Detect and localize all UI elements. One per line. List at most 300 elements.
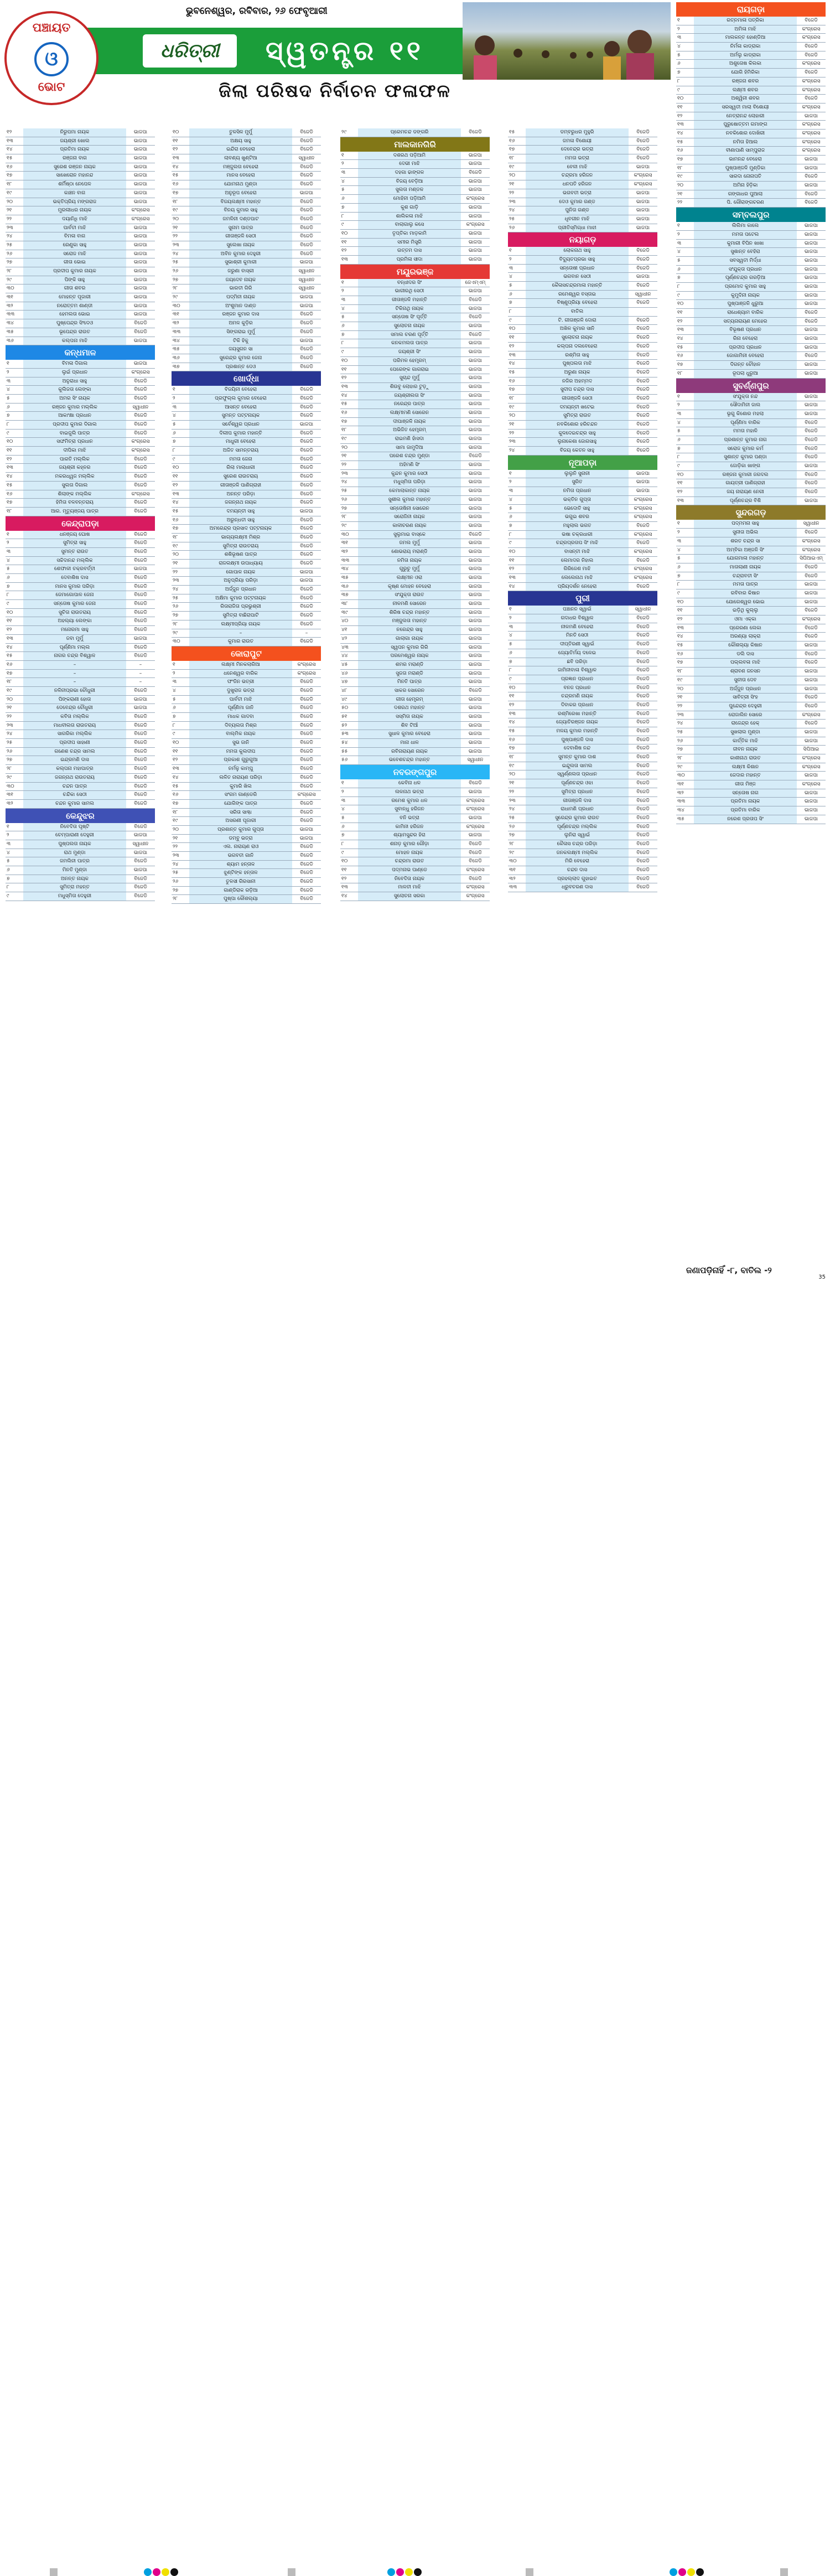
result-row [6, 430, 155, 438]
seat-number: ୬ [7, 404, 10, 410]
seat-number: ୫ [341, 314, 345, 320]
result-row [340, 797, 490, 806]
result-row [508, 805, 657, 814]
party-name: ବିଜେଡି [636, 557, 650, 563]
winner-name: ଗୀତାଞ୍ଜଳି ଦାସ [526, 797, 629, 805]
seat-number: ୭ [341, 832, 345, 839]
result-row [6, 791, 155, 800]
seat-number: ୨୫ [173, 595, 179, 601]
winner-name: ଅର୍ଜ୍ଜୁନ ପ୍ରଧାନ [694, 685, 797, 694]
winner-name: ମୋହନ୍ତ ପୂଜାରୀ [23, 293, 126, 302]
party-name: ଭାଜପା [804, 463, 818, 469]
seat-number: ୧୫ [7, 482, 13, 488]
seat-number: ୩ [341, 798, 346, 804]
result-row [340, 418, 490, 427]
result-row [340, 247, 490, 256]
result-row [6, 224, 155, 233]
seat-number: ୧୭ [509, 387, 515, 393]
print-registration-strip [0, 1283, 830, 1295]
seat-number: ୫୩ [341, 731, 349, 737]
winner-name: ଅଶ୍ୱିନୀ ଶବର [694, 95, 797, 103]
winner-name: ଗୀତାଞ୍ଜଳି ପାଣିଗ୍ରାହୀ [189, 482, 292, 490]
party-name: ବିଜେଡି [805, 625, 818, 631]
winner-name: ସଂଯୁକ୍ତା ରାଉତ [358, 591, 461, 599]
party-name: ବିଜେଡି [636, 369, 650, 375]
seat-number: ୭ [341, 204, 345, 210]
seat-number: ୨୭ [7, 260, 12, 266]
party-name: ଭାଜପା [804, 157, 818, 162]
winner-name: ମାନା ଧାଳ [358, 739, 461, 747]
winner-name: ଶରତ ଚନ୍ଦ୍ର ସା [694, 537, 797, 546]
seat-number: ୩ [677, 35, 682, 41]
result-row [508, 215, 657, 224]
result-row [340, 213, 490, 221]
seat-number: ୧୦ [509, 685, 516, 691]
result-row [6, 557, 155, 566]
seat-number: ୧୭ [173, 800, 179, 806]
seat-number: ୨୨ [7, 216, 12, 222]
result-row [340, 409, 490, 418]
winner-name: ଅଶୁତୋଷ କିଲକା [694, 60, 797, 68]
result-row [6, 565, 155, 574]
winner-name: ମାନସ ବେହେରା [189, 172, 292, 180]
result-row [6, 713, 155, 722]
winner-name: ରଶ୍ମିରେଖା ମହାନ୍ତି [526, 710, 629, 718]
party-name: ଭାଜପା [133, 182, 148, 188]
party-name: ବିଜେଡି [300, 413, 313, 419]
logo-bottom-text: ଭୋଟ [38, 80, 65, 94]
seat-number: ୨୫ [677, 729, 683, 735]
seat-number: ୧୯ [341, 436, 347, 442]
seat-number: ୧୬ [509, 737, 515, 743]
winner-name: ପ୍ରତିମା ନାୟକ [694, 798, 797, 806]
seat-number: ୨୯ [173, 294, 178, 301]
winner-name: ଆସନ୍ତ ବେହେରା [189, 404, 292, 412]
result-row [340, 461, 490, 470]
result-row [6, 438, 155, 447]
party-name: ବିଜେଡି [805, 446, 818, 452]
party-name: ବିଜେଡି [636, 720, 650, 726]
seat-number: ୧୯ [509, 164, 515, 170]
party-name: ଭାଜପା [468, 401, 483, 407]
seat-number: ୧୦ [341, 858, 348, 865]
party-name: ବିଜେଡି [300, 395, 313, 401]
party-name: ଭାଜପା [804, 498, 818, 504]
seat-number: ୧ [509, 470, 512, 477]
seat-number: ୮ [7, 884, 9, 891]
winner-name: ଧନେଶ୍ୱର ବାରିକ [189, 670, 292, 678]
seat-number: ୯ [509, 676, 512, 682]
result-row [508, 788, 657, 797]
seat-number: ୧୩ [7, 465, 13, 471]
district-header: କେନ୍ଦ୍ରାପଡ଼ା [6, 516, 155, 531]
seat-number: ୫ [677, 428, 681, 434]
winner-name: ଜୟଶ୍ରୀ କହ୍ନର [23, 464, 126, 472]
winner-name: ସୁଶାନ୍ତ ବେହିରା [694, 248, 797, 256]
seat-number: ୪୫ [341, 661, 348, 668]
seat-number: ୧୬ [7, 491, 13, 497]
winner-name: ଭାରତୀ ଗିରି [189, 285, 292, 293]
winner-name: ଦେବେନ୍ଦ୍ର ଚୌଧୁରୀ [23, 704, 126, 712]
district-header: ନବରଙ୍ଗପୁର [340, 765, 490, 779]
result-row [6, 360, 155, 369]
result-row [6, 377, 155, 386]
result-row [340, 805, 490, 814]
winner-name: ସୁଭାଶ୍ରୀ କୁମାରୀ [189, 258, 292, 267]
winner-name: ରାଜଲକ୍ଷ୍ମୀ ଉପାଧ୍ୟାୟ [189, 560, 292, 568]
party-name: ବିଜେଡି [805, 573, 818, 579]
seat-number: ୩୪ [7, 320, 14, 327]
seat-number: ୨୭ [509, 832, 515, 839]
party-name: ବିଜେଡି [636, 352, 650, 358]
winner-name: ଚନ୍ଦିକା ସେଠୀ [23, 791, 126, 799]
party-name: ସ୍ୱାଧୀନ [298, 268, 315, 274]
result-row [6, 154, 155, 163]
party-name: ଭାଜପା [468, 566, 483, 572]
result-row [172, 146, 321, 154]
party-name: ସ୍ୱାଧୀନ [298, 156, 315, 162]
seat-number: ୧ [173, 387, 175, 393]
seat-number: ୩୦ [7, 286, 14, 292]
seat-number: ୧୮ [173, 199, 178, 205]
winner-name: ମୋହନ ନାୟକ [358, 849, 461, 857]
result-row [340, 748, 490, 757]
result-row [6, 490, 155, 499]
winner-name: କୁଳଦେଇଚନ୍ଦ୍ର ସାହୁ [526, 430, 629, 438]
seat-number: ୧୩ [677, 122, 684, 128]
seat-number: ୧ [7, 531, 9, 537]
party-name: ବିଜେଡି [300, 783, 313, 789]
result-row [172, 386, 321, 395]
result-row [676, 746, 826, 754]
result-row [676, 222, 826, 231]
party-name: ବିଜେଡି [636, 395, 650, 401]
winner-name: ପୁଷ୍ପାଞ୍ଜଳି ଦାସ [526, 736, 629, 744]
seat-number: ୪ [677, 547, 681, 553]
winner-name: ଅଂଶୁମାନ ଦାଣ୍ଡ [189, 302, 292, 311]
seat-number: ୩ [677, 240, 682, 246]
result-row [508, 658, 657, 667]
result-row [676, 182, 826, 190]
party-name: ଭାଜପା [468, 748, 483, 754]
result-row [676, 789, 826, 798]
winner-name: ଭକ୍ତିନ ଗୁପ୍ତା [526, 496, 629, 504]
result-row [676, 156, 826, 164]
seat-number: ୧୭ [509, 746, 515, 752]
winner-name: ସ୍ୱପନ କୁମାର ଗିରି [358, 644, 461, 652]
party-name: କଂଗ୍ରେସ [802, 87, 821, 93]
winner-name: ବିଷ୍ଣୁପ୍ରିୟା ବେହେରା [526, 299, 629, 307]
party-name: ଭାଜପା [299, 578, 314, 584]
party-name: ଭାଜପା [468, 470, 483, 477]
result-row [508, 172, 657, 180]
party-name: ଭାଜପା [804, 257, 818, 263]
party-name: ଭାଜପା [133, 164, 148, 170]
result-row [6, 748, 155, 757]
party-name: ବିଜେଡି [636, 300, 650, 306]
winner-name: ହିମିତା ବଳବନ୍ତରାୟ [23, 499, 126, 507]
party-name: ଭାଜପା [468, 204, 483, 210]
winner-name: ଇନ୍ଦ୍ରମଣି ଦାସ [23, 756, 126, 764]
result-row [676, 589, 826, 598]
winner-name: ସଙ୍ଘମିତ୍ରା ପ୍ରଧାନ [23, 438, 126, 446]
seat-number: ୨୬ [173, 604, 179, 610]
party-name: ଭାଜପା [804, 362, 818, 368]
result-row [172, 620, 321, 629]
seat-number: ୪୨ [341, 635, 347, 642]
result-row [6, 765, 155, 774]
result-row [172, 817, 321, 826]
seat-number: ୨୦ [173, 826, 179, 832]
seat-number: ୮ [677, 454, 680, 461]
result-row [6, 215, 155, 224]
party-name: କଂଗ୍ରେସ [802, 61, 821, 67]
result-row [6, 644, 155, 653]
seat-number: ୨୭ [7, 757, 12, 763]
result-row [172, 250, 321, 259]
party-name: ଭାଜପା [468, 815, 483, 821]
result-row [6, 574, 155, 583]
winner-name: ଦୀପାଞ୍ଜଳି ନାୟକ [358, 418, 461, 426]
seat-number: ୨୯ [341, 130, 346, 135]
result-row [676, 479, 826, 488]
party-name: ସ୍ୱାଧୀନ [132, 404, 149, 410]
winner-name: ଦୀପ୍ତିରଣୀ ସ୍ୱାଇଁ [526, 640, 629, 649]
seat-number: ୨୩ [173, 578, 179, 584]
party-name: ବିଜେଡି [300, 696, 313, 702]
party-name: ଭାଜପା [133, 225, 148, 231]
result-row [6, 739, 155, 748]
seat-number: ୯ [173, 456, 175, 462]
party-name: କଂଗ୍ରେସ [297, 792, 316, 798]
party-name: ବିଜେଡି [134, 430, 147, 436]
party-name: ବିଜେଡି [134, 583, 147, 589]
party-name: ବିଜେଡି [805, 18, 818, 23]
party-name: ବିଜେଡି [134, 644, 147, 650]
seat-number: ୧୪ [509, 361, 515, 367]
party-name: ଭାଜପା [133, 173, 148, 179]
seat-number: ୨୧ [7, 705, 12, 711]
party-name: ବିଜେଡି [636, 583, 650, 589]
winner-name: ଅନୁରାଧା ସାହୁ [23, 377, 126, 386]
winner-name: ଟି. ଗୀତାଞ୍ଜଳି ଦୋରା [526, 317, 629, 325]
winner-name: ବେଳୀ ମାଝି [526, 163, 629, 172]
winner-name: ମହୁଲାଲ ଭଗତ [526, 522, 629, 530]
seat-number: ୧୦ [7, 609, 13, 615]
winner-name: ଭବେଶଚନ୍ଦ୍ର ମହାନ୍ତ [358, 756, 461, 764]
party-name: ବିଜେଡି [805, 489, 818, 495]
seat-number: ୩୦ [173, 303, 180, 309]
seat-number: ୧୦ [341, 358, 348, 364]
seat-number: ୮ [7, 422, 9, 427]
party-name: ବିଜେଡି [300, 740, 313, 746]
seat-number: ୨୨ [7, 714, 12, 720]
party-name: ବିଜେଡି [300, 722, 313, 728]
seat-number: ୩ [677, 411, 682, 417]
party-name: ବିଜେଡି [134, 884, 147, 891]
party-name: ଭାଜପା [468, 609, 483, 615]
winner-name: କନକମଲତା ପାତ୍ର [358, 339, 461, 348]
seat-number: ୩ [173, 404, 177, 410]
seat-number: ୧୨ [677, 113, 683, 119]
party-name: ଭାଜପା [133, 832, 148, 839]
result-row [508, 840, 657, 849]
party-name: ଭାଜପା [468, 789, 483, 795]
winner-name: ଚନ୍ଦନ ଦାସ [526, 866, 629, 875]
seat-number: ୧୧ [173, 748, 178, 754]
winner-name: ପଲ୍ଲବଳା ମାଝି [694, 659, 797, 667]
seat-number: ୩୬ [7, 338, 14, 344]
result-row [340, 487, 490, 496]
party-name: କଂଗ୍ରେସ [297, 670, 316, 676]
seat-number: ୫ [173, 422, 176, 427]
winner-name: ଅଜିତ ସାମନ୍ତରାୟ [189, 447, 292, 455]
party-name: ଭାଜପା [133, 361, 148, 367]
winner-name: ସୁଲେଖା ନାୟକ [189, 241, 292, 250]
seat-number: ୨ [7, 369, 9, 375]
result-row [508, 189, 657, 198]
seat-number: ୧୨ [173, 482, 178, 488]
seat-number: ୪୩ [341, 644, 349, 650]
winner-name: ପ୍ରମୋଦ କୁମାର ସାହୁ [694, 283, 797, 291]
seat-number: ୮ [677, 78, 680, 84]
seat-number: ୧୦ [677, 301, 684, 307]
winner-name: ବାସନ୍ତୀ ମାଝି [526, 548, 629, 556]
result-row [172, 447, 321, 456]
result-row [6, 609, 155, 618]
result-row [676, 754, 826, 763]
winner-name: ଲଳିତ ନାରାୟଣ ପରିଡ଼ା [189, 774, 292, 782]
winner-name: ଅନୁରୂପ ବେହେରା [189, 189, 292, 198]
winner-name: ଧନପତି ହରିଜନ [526, 180, 629, 189]
seat-number: ୭ [677, 446, 681, 452]
party-name: ଭାଜପା [468, 230, 483, 236]
seat-number: ୨୯ [7, 277, 12, 283]
masthead [0, 0, 671, 128]
party-name: ଭାଜପା [299, 338, 314, 344]
result-row [676, 615, 826, 624]
seat-number: ୧୬ [173, 792, 179, 798]
party-name: ବିଜେଡି [636, 335, 650, 341]
winner-name: ସାକର ସୋରେନ [358, 687, 461, 695]
party-name: କଂଗ୍ରେସ [466, 884, 485, 891]
result-row [340, 392, 490, 401]
party-name: ଭାଜପା [468, 349, 483, 355]
seat-number: ୧ [7, 824, 9, 830]
seat-number: ୧୧ [7, 618, 12, 624]
magenta-dot-icon [396, 2568, 404, 2576]
party-name: ବିଜେଡି [469, 841, 482, 847]
result-row [508, 369, 657, 377]
winner-name: ପ୍ରଦୀପ ସାହାଣୀ [23, 739, 126, 747]
seat-number: ୧୦ [677, 472, 684, 478]
result-row [676, 266, 826, 275]
party-name: ବିଜେଡି [300, 312, 313, 318]
winner-name: ପାର୍ବତୀ ମାଝି [23, 224, 126, 232]
result-row [172, 232, 321, 241]
winner-name: ନରେଶ ପ୍ରତାପ ସିଂ [694, 815, 797, 824]
seat-number: ୧୮ [509, 395, 515, 401]
result-row [172, 783, 321, 792]
winner-name: ଜୟସୁଗନ ସା [189, 345, 292, 354]
result-row [340, 169, 490, 178]
result-row [508, 412, 657, 421]
winner-name: ଚନ୍ଦ୍ରମା ହରିଜନ [526, 172, 629, 180]
result-row [676, 147, 826, 156]
party-name: ବିଜେଡି [636, 780, 650, 787]
winner-name: ରଞ୍ଜନ କୁମାର ମଲ୍ଲିକ [23, 404, 126, 412]
result-row [340, 779, 490, 788]
seat-number: ୧୯ [173, 818, 178, 824]
winner-name: ଯୋମନାଥ ମୁଣ୍ଡା [189, 180, 292, 189]
party-name: କଂଗ୍ରେସ [802, 104, 821, 110]
winner-name: ମମତା ଭତ୍ରା [526, 154, 629, 163]
seat-number: ୩ [7, 841, 11, 847]
result-row [172, 328, 321, 337]
party-name: ଭାଜପା [133, 242, 148, 248]
party-name: ବିଜେଡି [134, 508, 147, 514]
party-name: ଭାଜପା [804, 643, 818, 649]
seat-number: ୧୩ [7, 138, 13, 144]
party-name: ବିଜେଡି [300, 561, 313, 566]
result-row [508, 180, 657, 189]
winner-name: ଆର. ମୃତ୍ୟୁଞ୍ଜୟ ପାତ୍ର [23, 508, 126, 516]
seat-number: ୩୩ [509, 884, 517, 891]
result-row [340, 635, 490, 644]
party-name: ବିଜେଡି [805, 721, 818, 727]
winner-name: କୁମାର ରାଉତ [189, 638, 292, 646]
result-row [508, 325, 657, 334]
party-name: ଭାଜପା [636, 479, 650, 485]
winner-name: ମଧୁସ୍ମିତା ଦେହୁରୀ [23, 892, 126, 901]
party-name: ଭାଜପା [468, 323, 483, 329]
seat-number: ୧୫ [173, 173, 179, 179]
result-row [172, 198, 321, 207]
party-name: ଭାଜପା [468, 462, 483, 468]
party-name: ଭାଜପା [133, 303, 148, 309]
winner-name: ନିରୁପମା ନାୟକ [23, 128, 126, 137]
seat-number: ୧୮ [677, 165, 683, 171]
winner-name: ପ୍ରମିଳା ସୀଦା [358, 256, 461, 264]
result-row [172, 516, 321, 525]
seat-number: ୨୧ [509, 780, 515, 787]
winner-name: ସ୍ୱର୍ଣ୍ଣଲତା ପ୍ରଧାନ [526, 770, 629, 779]
result-row [508, 247, 657, 256]
winner-name: ମାଲକନ୍ତ ହୋଣ୍ଡିଆ [694, 34, 797, 42]
seat-number: ୨୯ [7, 774, 12, 780]
party-name: ଭାଜପା [468, 731, 483, 737]
party-name: ବିଜେଡି [134, 474, 147, 480]
party-name: ବିଜେଡି [636, 884, 650, 891]
seat-number: ୧୩ [341, 884, 348, 891]
winner-name: ପିଙ୍କରାଣୀ ହୋତା [23, 696, 126, 704]
party-name: ଭାଜପା [468, 670, 483, 676]
result-row [172, 412, 321, 421]
party-name: ଭାଜପା [636, 199, 650, 205]
result-row [172, 354, 321, 363]
seat-number: ୧୫ [509, 728, 515, 734]
result-row [340, 557, 490, 566]
seat-number: ୧୭ [7, 500, 13, 506]
party-name: କଂଗ୍ରେସ [634, 182, 652, 188]
result-row [172, 508, 321, 516]
party-name: ବିଜେଡି [805, 437, 818, 443]
party-name: ବିଜେଡି [134, 618, 147, 624]
seat-number: ୧୬ [677, 353, 683, 359]
seat-number: ୬ [341, 196, 345, 202]
party-name: ବିଜେଡି [300, 870, 313, 876]
seat-number: ୧୨ [509, 343, 515, 349]
